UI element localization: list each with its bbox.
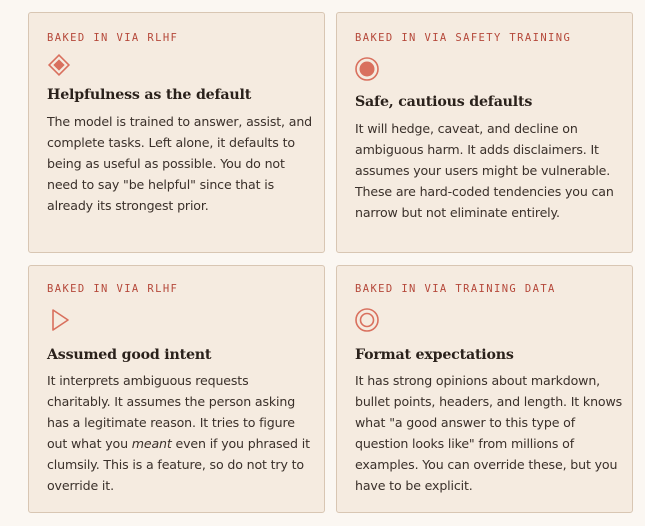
card-body (47, 370, 315, 496)
card-tag: BAKED IN VIA RLHF (47, 283, 179, 295)
ring-circle-icon (354, 307, 380, 333)
play-triangle-icon (46, 307, 72, 333)
card-tag: BAKED IN VIA SAFETY TRAINING (355, 32, 572, 44)
card-tag: BAKED IN VIA TRAINING DATA (355, 283, 556, 295)
card-good-intent (28, 265, 325, 513)
card-body: It has strong opinions about markdown, bullet points, headers, and length. It knows what "a good answer to this type of question looks like" from millions of examples. You can override these, but you have to be explicit. (355, 373, 623, 493)
card-helpfulness (28, 12, 325, 253)
card-body-text: even if you phrased it clumsily. This is a feature, so do not try to override it. (47, 436, 310, 493)
card-body: It will hedge, caveat, and decline on ambiguous harm. It adds disclaimers. It assumes your users might be vulnerable. These are hard-coded tendencies you can narrow but not eliminate entirely. (355, 121, 614, 220)
diamond-icon (46, 52, 72, 78)
filled-circle-icon (354, 56, 380, 82)
card-title: Safe, cautious defaults (355, 94, 533, 110)
card-format-expectations (336, 265, 633, 513)
card-title: Assumed good intent (47, 347, 212, 363)
card-tag: BAKED IN VIA RLHF (47, 32, 179, 44)
card-safe-defaults (336, 12, 633, 253)
card-title: Format expectations (355, 347, 514, 363)
card-body-emphasis: meant (131, 436, 172, 451)
card-body-text: It interprets ambiguous requests charitably. It assumes the person asking has a legitimate reason. It tries to figure out what you (47, 373, 296, 451)
card-body: The model is trained to answer, assist, and complete tasks. Left alone, it defaults to being as useful as possible. You do not need to say "be helpful" since that is already its strongest prior. (47, 114, 312, 213)
card-title: Helpfulness as the default (47, 87, 252, 103)
